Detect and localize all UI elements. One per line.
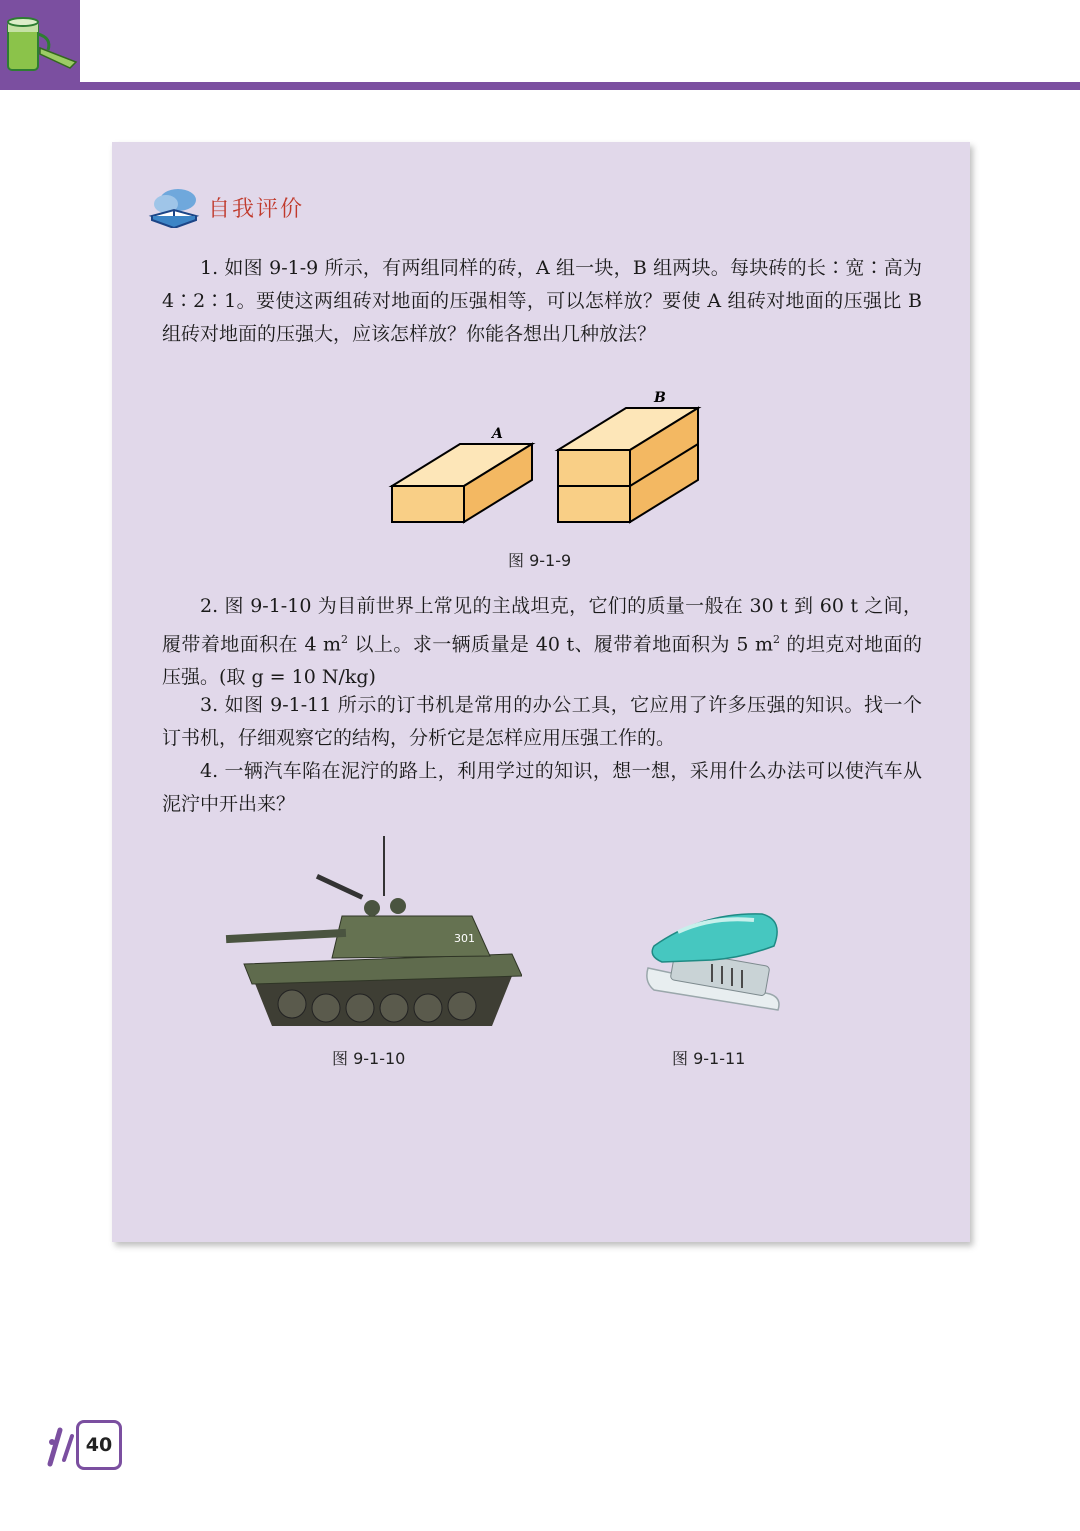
- book-icon: [148, 186, 200, 228]
- question-3: 3. 如图 9-1-11 所示的订书机是常用的办公工具，它应用了许多压强的知识。找一个订书机，仔细观察它的结构，分析它是怎样应用压强工作的。: [162, 694, 922, 749]
- section-heading: [148, 186, 304, 228]
- figure-bricks: [380, 384, 720, 534]
- header-rule: [0, 82, 1080, 90]
- brick-b: [558, 408, 698, 522]
- question-4: 4. 一辆汽车陷在泥泞的路上，利用学过的知识，想一想，采用什么办法可以使汽车从泥泞中开出来？: [162, 760, 922, 815]
- section-title: 自我评价: [208, 196, 305, 222]
- figure-1-caption: 图 9-1-9: [508, 551, 572, 570]
- question-2: 2. 图 9-1-10 为目前世界上常见的主战坦克，它们的质量一般在 30 t 到 60 t 之间，履带着地面积在 4 $m^2$ 以上。求一辆质量是 40 t、履带着地面积为 5 $m^2$ 的坦克对地面的压强。(取 g = 10 N/kg): [162, 595, 922, 689]
- chapter-corner-badge: [0, 0, 80, 84]
- label-b: B: [654, 390, 666, 406]
- page-decoration-icon: [44, 1420, 74, 1468]
- figure-3-caption: 图 9-1-11: [672, 1049, 746, 1068]
- stapler-image: [642, 906, 784, 1018]
- tank-number: 301: [454, 932, 475, 945]
- brick-a: [392, 444, 532, 522]
- beaker-icon: [8, 18, 76, 70]
- tank-image: [222, 836, 522, 1030]
- question-1: 1. 如图 9-1-9 所示，有两组同样的砖，A 组一块，B 组两块。每块砖的长∶宽∶高为 4∶2∶1。要使这两组砖对地面的压强相等，可以怎样放？要使 A 组砖对地面的压强比 B 组砖对地面的压强大，应该怎样放？你能各想出几种放法？: [162, 257, 922, 345]
- figure-2-caption: 图 9-1-10: [332, 1049, 406, 1068]
- label-a: A: [492, 426, 503, 442]
- page-number: 40: [76, 1420, 122, 1470]
- page-header: [0, 0, 1080, 84]
